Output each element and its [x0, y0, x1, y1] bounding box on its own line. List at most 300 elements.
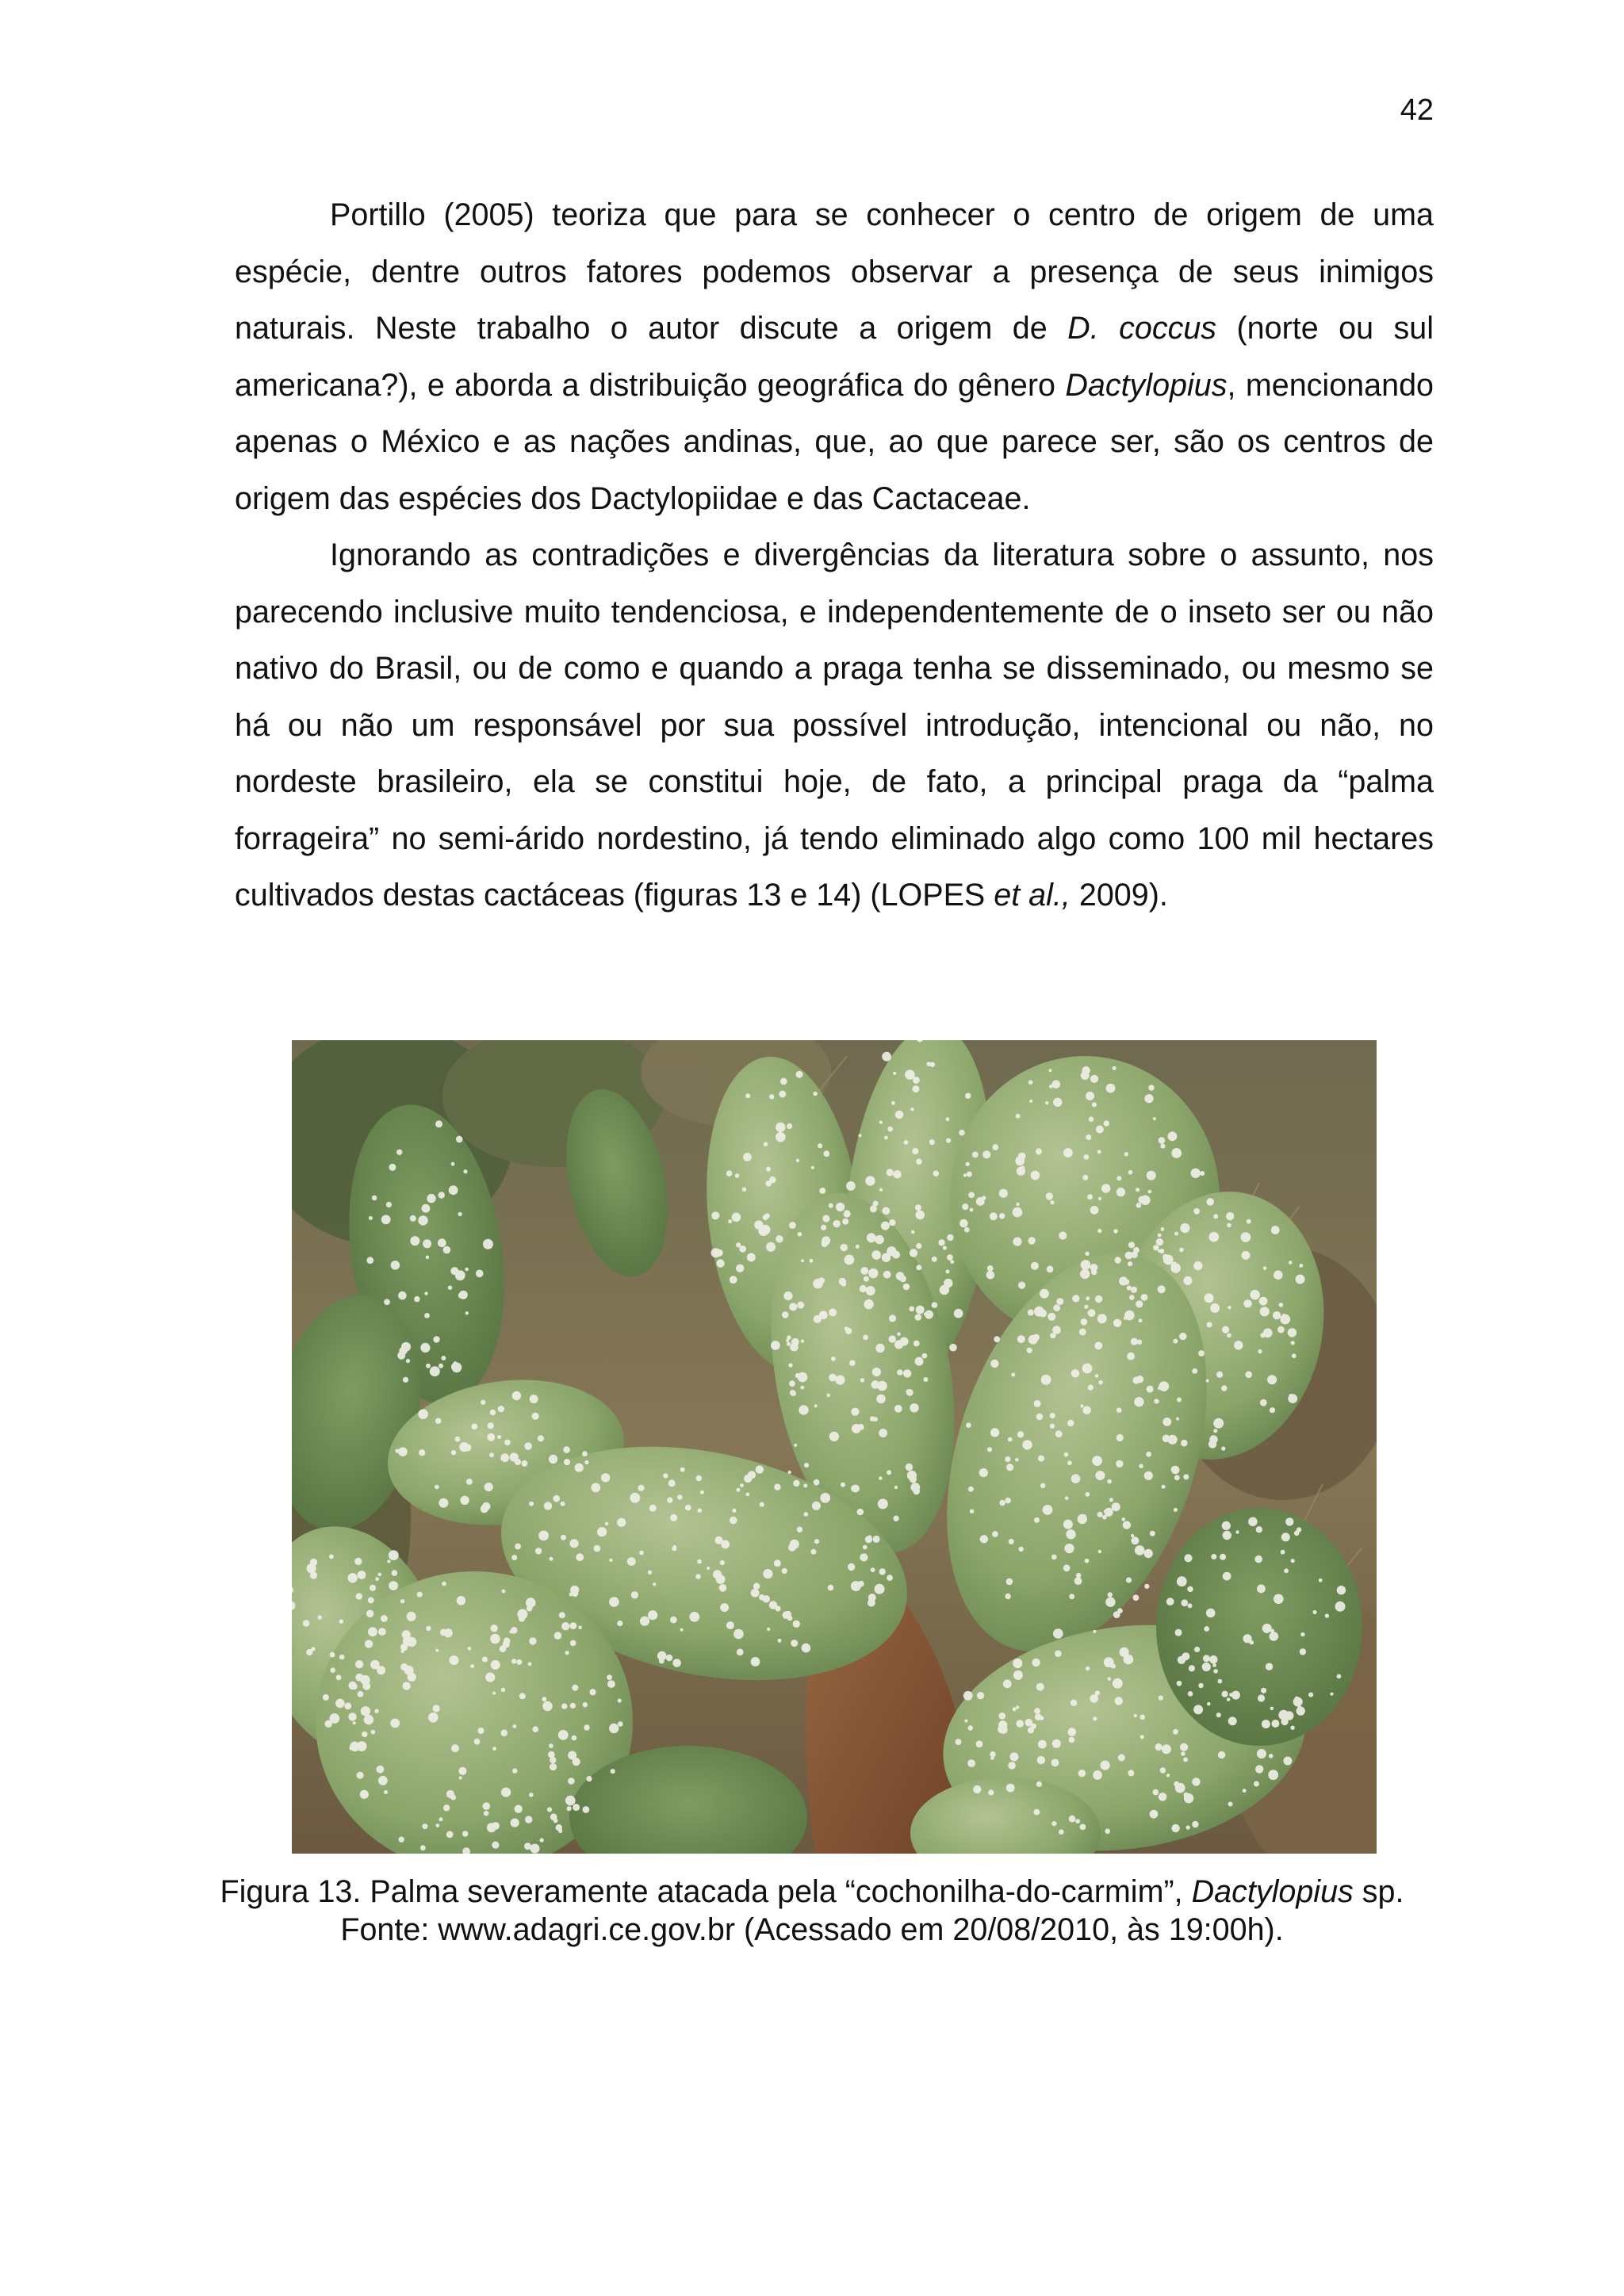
cochineal-spot: [1049, 1069, 1052, 1072]
cochineal-spot: [947, 1254, 953, 1261]
cochineal-spot: [618, 1721, 623, 1727]
cochineal-spot: [999, 1213, 1005, 1219]
cochineal-spot: [895, 1111, 904, 1119]
cochineal-spot: [530, 1395, 538, 1403]
cochineal-spot: [1078, 1514, 1087, 1524]
cochineal-spot: [439, 1192, 445, 1198]
cochineal-spot: [1031, 1262, 1039, 1270]
cochineal-spot: [1017, 1431, 1024, 1437]
cochineal-spot: [489, 1452, 494, 1457]
cochineal-spot: [1112, 1502, 1120, 1511]
cochineal-spot: [1179, 1248, 1184, 1253]
cochineal-spot: [310, 1571, 317, 1578]
cochineal-spot: [504, 1440, 511, 1446]
cochineal-spot: [1160, 1767, 1166, 1773]
cochineal-spot: [1227, 1334, 1231, 1338]
cochineal-spot: [735, 1173, 740, 1178]
cochineal-spot: [1059, 1829, 1064, 1835]
cochineal-spot: [418, 1409, 428, 1419]
citation-et-al: et al.,: [994, 878, 1071, 913]
cochineal-spot: [804, 1512, 809, 1517]
cochineal-spot: [446, 1831, 454, 1838]
cochineal-spot: [870, 1205, 877, 1212]
cochineal-spot: [1059, 1231, 1067, 1239]
cochineal-spot: [860, 1553, 868, 1561]
cochineal-spot: [963, 1173, 967, 1177]
cochineal-spot: [876, 1395, 886, 1404]
cochineal-spot: [583, 1806, 590, 1813]
cochineal-spot: [946, 1117, 950, 1121]
cochineal-spot: [336, 1674, 342, 1680]
cochineal-spot: [1155, 1743, 1162, 1751]
cochineal-spot: [1063, 1148, 1073, 1158]
cochineal-spot: [1098, 1550, 1102, 1554]
cochineal-spot: [1247, 1219, 1251, 1224]
cochineal-spot: [1159, 1137, 1166, 1144]
cochineal-spot: [1177, 1681, 1182, 1686]
cochineal-spot: [1250, 1290, 1259, 1299]
cochineal-spot: [318, 1615, 322, 1619]
cochineal-spot: [1254, 1556, 1262, 1563]
cochineal-spot: [1204, 1626, 1209, 1632]
cochineal-spot: [378, 1573, 382, 1577]
cochineal-spot: [483, 1239, 493, 1249]
cochineal-spot: [570, 1703, 576, 1709]
cochineal-spot: [357, 1772, 364, 1779]
cochineal-spot: [1254, 1781, 1259, 1787]
cochineal-spot: [933, 1170, 940, 1177]
cochineal-spot: [1034, 1400, 1041, 1407]
cochineal-spot: [1181, 1751, 1185, 1755]
cochineal-spot: [795, 1373, 800, 1378]
cochineal-spot: [1158, 1249, 1161, 1253]
cochineal-spot: [512, 1391, 521, 1400]
cochineal-spot: [1084, 1305, 1088, 1309]
cochineal-spot: [1129, 1295, 1135, 1300]
cochineal-spot: [1035, 1713, 1042, 1720]
cochineal-spot: [1098, 1197, 1101, 1200]
cochineal-spot: [582, 1451, 588, 1456]
cochineal-spot: [990, 1751, 996, 1758]
cochineal-spot: [362, 1732, 367, 1737]
cochineal-spot: [519, 1693, 526, 1699]
cochineal-spot: [1107, 1479, 1112, 1484]
cochineal-spot: [800, 1386, 804, 1390]
cochineal-spot: [414, 1296, 419, 1302]
cochineal-spot: [875, 1344, 884, 1353]
cochineal-spot: [1034, 1708, 1040, 1714]
cochineal-spot: [1131, 1338, 1138, 1345]
cochineal-spot: [916, 1158, 922, 1165]
cochineal-spot: [848, 1563, 855, 1571]
cochineal-spot: [483, 1802, 491, 1810]
cochineal-spot: [567, 1806, 572, 1811]
cochineal-spot: [532, 1726, 538, 1732]
cochineal-spot: [1207, 1702, 1211, 1706]
cochineal-spot: [992, 1531, 998, 1537]
cochineal-spot: [1228, 1802, 1233, 1807]
cochineal-spot: [524, 1442, 532, 1450]
cochineal-spot: [1147, 1386, 1154, 1393]
cochineal-spot: [524, 1843, 531, 1850]
cochineal-spot: [968, 1487, 974, 1492]
cochineal-spot: [358, 1571, 366, 1579]
cochineal-spot: [967, 1172, 972, 1177]
cochineal-spot: [839, 1205, 843, 1209]
cochineal-spot: [769, 1094, 774, 1099]
cochineal-spot: [1095, 1471, 1105, 1480]
cochineal-spot: [1285, 1711, 1294, 1720]
cochineal-spot: [1097, 1314, 1107, 1323]
cochineal-spot: [502, 1590, 506, 1594]
cochineal-spot: [375, 1577, 379, 1581]
cochineal-spot: [584, 1724, 589, 1730]
paragraph-1-text-1: Portillo (2005) teoriza que para se conhecer o centro de origem de uma espécie, dentre outros fatores podemos observar a presença de seus inimigos naturais. Neste trabalho o autor discute a origem de: [235, 197, 1434, 346]
cochineal-spot: [1082, 1364, 1093, 1374]
cochineal-spot: [726, 1170, 733, 1177]
cochineal-spot: [1064, 1452, 1069, 1457]
cochineal-spot: [954, 1309, 963, 1318]
cochineal-spot: [1027, 1348, 1032, 1353]
cochineal-spot: [450, 1655, 459, 1665]
cochineal-spot: [1086, 1667, 1090, 1670]
cochineal-spot: [372, 1196, 377, 1201]
cochineal-spot: [1148, 1085, 1155, 1091]
cochineal-spot: [563, 1446, 570, 1453]
cochineal-spot: [653, 1582, 656, 1586]
cochineal-spot: [558, 1730, 569, 1740]
cochineal-spot: [1071, 1369, 1079, 1377]
cochineal-spot: [572, 1735, 577, 1741]
cochineal-spot: [1010, 1752, 1019, 1761]
cochineal-spot: [1297, 1706, 1305, 1715]
cochineal-spot: [1188, 1603, 1193, 1608]
cochineal-spot: [1093, 1716, 1097, 1720]
cochineal-spot: [766, 1242, 776, 1252]
cochineal-spot: [335, 1699, 345, 1709]
cochineal-spot: [1162, 1418, 1171, 1426]
cochineal-spot: [1211, 1554, 1216, 1559]
cochineal-spot: [1003, 1679, 1012, 1688]
cochineal-spot: [420, 1343, 430, 1353]
cochineal-spot: [887, 1169, 894, 1176]
cochineal-spot: [751, 1657, 760, 1667]
cochineal-spot: [550, 1757, 556, 1763]
cochineal-spot: [868, 1535, 872, 1539]
cochineal-spot: [1234, 1341, 1243, 1349]
cochineal-spot: [841, 1244, 848, 1251]
cochineal-spot: [666, 1655, 673, 1662]
cochineal-spot: [766, 1167, 771, 1172]
cochineal-spot: [858, 1134, 861, 1137]
cochineal-spot: [1040, 1289, 1049, 1299]
cochineal-spot: [1098, 1380, 1103, 1385]
cochineal-spot: [1243, 1299, 1251, 1307]
cochineal-spot: [1299, 1264, 1303, 1268]
cochineal-spot: [451, 1162, 455, 1166]
cochineal-spot: [1144, 1549, 1153, 1558]
cochineal-spot: [1258, 1694, 1265, 1701]
caption-line-1: [190, 1873, 1434, 1911]
cochineal-spot: [696, 1475, 702, 1481]
cochineal-spot: [1064, 1544, 1074, 1553]
cochineal-spot: [1228, 1716, 1237, 1725]
paragraph-1-text-2: (norte ou sul americana?), e aborda a distribuição geográfica do gênero: [235, 311, 1434, 403]
cochineal-spot: [801, 1259, 804, 1262]
cochineal-spot: [1183, 1758, 1188, 1762]
cochineal-spot: [446, 1790, 454, 1798]
cochineal-spot: [879, 1188, 883, 1192]
cochineal-spot: [1016, 1720, 1024, 1728]
cochineal-spot: [1068, 1728, 1077, 1736]
cochineal-spot: [1136, 1203, 1142, 1208]
cochineal-spot: [811, 1166, 814, 1169]
cochineal-spot: [512, 1768, 517, 1773]
cochineal-spot: [860, 1285, 867, 1292]
cochineal-spot: [389, 1550, 399, 1560]
cochineal-spot: [1221, 1446, 1225, 1450]
cochineal-spot: [1186, 1825, 1190, 1829]
cochineal-spot: [540, 1838, 544, 1842]
cochineal-spot: [1222, 1521, 1231, 1530]
cochineal-spot: [879, 1568, 886, 1575]
cochineal-spot: [865, 1176, 875, 1185]
cochineal-spot: [530, 1844, 540, 1854]
cochineal-spot: [389, 1581, 398, 1590]
cochineal-spot: [640, 1617, 649, 1626]
cochineal-spot: [584, 1460, 588, 1464]
cochineal-spot: [1118, 1755, 1125, 1762]
cochineal-spot: [1005, 1594, 1010, 1599]
cochineal-spot: [897, 1332, 901, 1336]
cochineal-spot: [783, 1292, 792, 1300]
cochineal-spot: [697, 1559, 702, 1564]
cochineal-spot: [1213, 1669, 1218, 1674]
cochineal-spot: [826, 1394, 830, 1398]
cochineal-spot: [377, 1666, 385, 1674]
cochineal-spot: [500, 1453, 509, 1462]
cochineal-spot: [542, 1701, 552, 1711]
cochineal-spot: [799, 1405, 808, 1414]
cochineal-spot: [663, 1473, 668, 1478]
cochineal-spot: [1016, 1705, 1019, 1709]
cochineal-spot: [903, 1284, 910, 1291]
cochineal-spot: [570, 1622, 577, 1629]
cochineal-spot: [970, 1510, 974, 1513]
cochineal-spot: [900, 1337, 909, 1346]
cochineal-spot: [1166, 1774, 1170, 1777]
cochineal-spot: [771, 1341, 780, 1350]
cochineal-spot: [378, 1628, 386, 1636]
genus-name-dactylopius: Dactylopius: [1065, 367, 1228, 403]
cochineal-spot: [544, 1502, 552, 1510]
cochineal-spot: [639, 1551, 644, 1556]
cochineal-spot: [1297, 1527, 1301, 1532]
cochineal-spot: [561, 1703, 567, 1709]
cochineal-spot: [1008, 1437, 1013, 1442]
cochineal-spot: [1018, 1282, 1025, 1289]
cochineal-spot: [1087, 1194, 1093, 1200]
cochineal-spot: [1090, 1264, 1098, 1272]
cochineal-spot: [1274, 1270, 1283, 1280]
cochineal-spot: [1154, 1399, 1159, 1403]
cochineal-spot: [972, 1152, 979, 1158]
cochineal-spot: [720, 1603, 729, 1612]
cochineal-spot: [813, 1092, 817, 1096]
cochineal-spot: [1101, 1761, 1110, 1770]
cochineal-spot: [1021, 1165, 1025, 1169]
cochineal-spot: [381, 1215, 391, 1224]
cochineal-spot: [360, 1790, 369, 1799]
cochineal-spot: [845, 1255, 855, 1265]
cochineal-spot: [627, 1557, 636, 1566]
cochineal-spot: [1220, 1554, 1226, 1560]
cochineal-spot: [915, 1314, 922, 1321]
cochineal-spot: [979, 1468, 988, 1477]
cochineal-spot: [1256, 1526, 1262, 1533]
cochineal-spot: [449, 1185, 458, 1195]
cochineal-spot: [949, 1344, 957, 1352]
cochineal-spot: [525, 1816, 532, 1823]
cochineal-spot: [986, 1271, 995, 1280]
cochineal-spot: [1173, 1339, 1178, 1344]
cochineal-spot: [1139, 1318, 1143, 1322]
cochineal-spot: [355, 1660, 363, 1668]
cochineal-spot: [740, 1483, 744, 1487]
cochineal-spot: [680, 1468, 685, 1472]
cochineal-spot: [1005, 1498, 1011, 1504]
cochineal-spot: [820, 1493, 830, 1503]
cochineal-spot: [753, 1583, 760, 1590]
cochineal-spot: [427, 1194, 435, 1203]
cochineal-spot: [790, 1540, 799, 1549]
cochineal-spot: [991, 1362, 997, 1368]
cochineal-spot: [465, 1268, 469, 1272]
cochineal-spot: [401, 1342, 411, 1352]
cochineal-spot: [1179, 1333, 1186, 1340]
cochineal-spot: [490, 1624, 497, 1632]
cochineal-spot: [1082, 1066, 1090, 1074]
cochineal-spot: [801, 1339, 804, 1342]
cochineal-spot: [1259, 1297, 1268, 1306]
caption-suffix: sp.: [1353, 1874, 1404, 1909]
cochineal-spot: [1071, 1700, 1077, 1706]
paragraph-2: [235, 527, 1434, 924]
cochineal-spot: [1227, 1697, 1231, 1701]
cochineal-spot: [1260, 1399, 1267, 1406]
cochineal-spot: [1257, 1585, 1266, 1594]
cochineal-spot: [1015, 1156, 1025, 1165]
cochineal-spot: [1159, 1793, 1167, 1801]
cochineal-spot: [822, 1215, 829, 1222]
cochineal-spot: [362, 1682, 370, 1690]
cochineal-spot: [1191, 1169, 1201, 1178]
cochineal-spot: [553, 1495, 560, 1502]
cochineal-spot: [529, 1793, 534, 1797]
cochineal-spot: [492, 1692, 496, 1695]
cochineal-spot: [889, 1314, 896, 1322]
cochineal-spot: [572, 1685, 578, 1691]
cochineal-spot: [1128, 1170, 1133, 1175]
cochineal-spot: [1300, 1648, 1306, 1655]
cochineal-spot: [990, 1212, 998, 1220]
cochineal-spot: [1193, 1261, 1202, 1270]
cochineal-spot: [323, 1694, 329, 1701]
cochineal-spot: [594, 1545, 601, 1552]
cochineal-spot: [667, 1497, 672, 1502]
cochineal-spot: [1135, 1545, 1145, 1556]
cochineal-spot: [1038, 1740, 1047, 1749]
cochineal-spot: [1053, 1628, 1063, 1639]
cochineal-spot: [1126, 1577, 1132, 1582]
cochineal-spot: [511, 1627, 518, 1634]
cochineal-spot: [999, 1500, 1005, 1506]
cochineal-spot: [912, 1148, 918, 1154]
cochineal-spot: [578, 1625, 582, 1629]
cochineal-spot: [1067, 1420, 1074, 1426]
cochineal-spot: [532, 1413, 539, 1420]
cochineal-spot: [484, 1811, 489, 1816]
cochineal-spot: [390, 1719, 400, 1728]
cochineal-spot: [392, 1570, 398, 1576]
cochineal-spot: [549, 1743, 553, 1748]
cochineal-spot: [973, 1785, 981, 1793]
cochineal-spot: [1285, 1517, 1293, 1525]
cochineal-spot: [1281, 1533, 1290, 1541]
cochineal-spot: [915, 1357, 924, 1366]
cochineal-spot: [348, 1682, 356, 1689]
cochineal-spot: [698, 1508, 703, 1513]
cochineal-spot: [553, 1819, 558, 1823]
cochineal-spot: [426, 1256, 430, 1260]
cochineal-spot: [1262, 1624, 1272, 1633]
cochineal-spot: [867, 1233, 876, 1242]
cochineal-spot: [361, 1706, 370, 1716]
cochineal-spot: [649, 1505, 657, 1512]
cochineal-spot: [1158, 1234, 1162, 1238]
cochineal-spot: [803, 1483, 807, 1487]
cochineal-spot: [782, 1311, 789, 1318]
cochineal-spot: [1184, 1793, 1193, 1803]
cochineal-spot: [1133, 1594, 1139, 1601]
cochineal-spot: [1208, 1440, 1216, 1448]
cochineal-spot: [893, 1072, 896, 1075]
cochineal-spot: [1144, 1584, 1149, 1589]
cochineal-spot: [910, 1476, 917, 1483]
paragraph-2-text-1: Ignorando as contradições e divergências da literatura sobre o assunto, nos parecendo inclusive muito tendenciosa, e independentemente de o inseto ser ou não nativo do Brasil, ou de como e quando a praga tenha se disseminado, ou mesmo se há ou não um responsável por sua possível introdução, intencional ou não, no nordeste brasileiro, ela se constitui hoje, de fato, a principal praga da “palma forrageira” no semi-árido nordestino, já tendo eliminado algo como 100 mil hectares cultivados destas cactáceas (figuras 13 e 14) (LOPES: [235, 538, 1434, 913]
cochineal-spot: [747, 1253, 756, 1261]
cochineal-spot: [1206, 1198, 1214, 1206]
cochineal-spot: [1013, 1238, 1021, 1246]
cochineal-spot: [564, 1459, 570, 1465]
cochineal-spot: [982, 1196, 986, 1200]
cochineal-spot: [887, 1127, 893, 1132]
cochineal-spot: [356, 1593, 362, 1599]
cochineal-spot: [330, 1667, 335, 1673]
cochineal-spot: [872, 1368, 881, 1376]
cochineal-spot: [1085, 1492, 1090, 1497]
cochineal-spot: [404, 1666, 414, 1675]
cochineal-spot: [419, 1449, 425, 1456]
cochineal-spot: [1177, 1576, 1187, 1586]
cochineal-spot: [406, 1359, 410, 1363]
cochineal-spot: [515, 1805, 523, 1813]
cochineal-spot: [465, 1311, 469, 1314]
cochineal-spot: [377, 1766, 385, 1774]
cochineal-spot: [1097, 1512, 1103, 1517]
cochineal-spot: [1153, 1789, 1159, 1796]
cochineal-spot: [1139, 1464, 1143, 1468]
